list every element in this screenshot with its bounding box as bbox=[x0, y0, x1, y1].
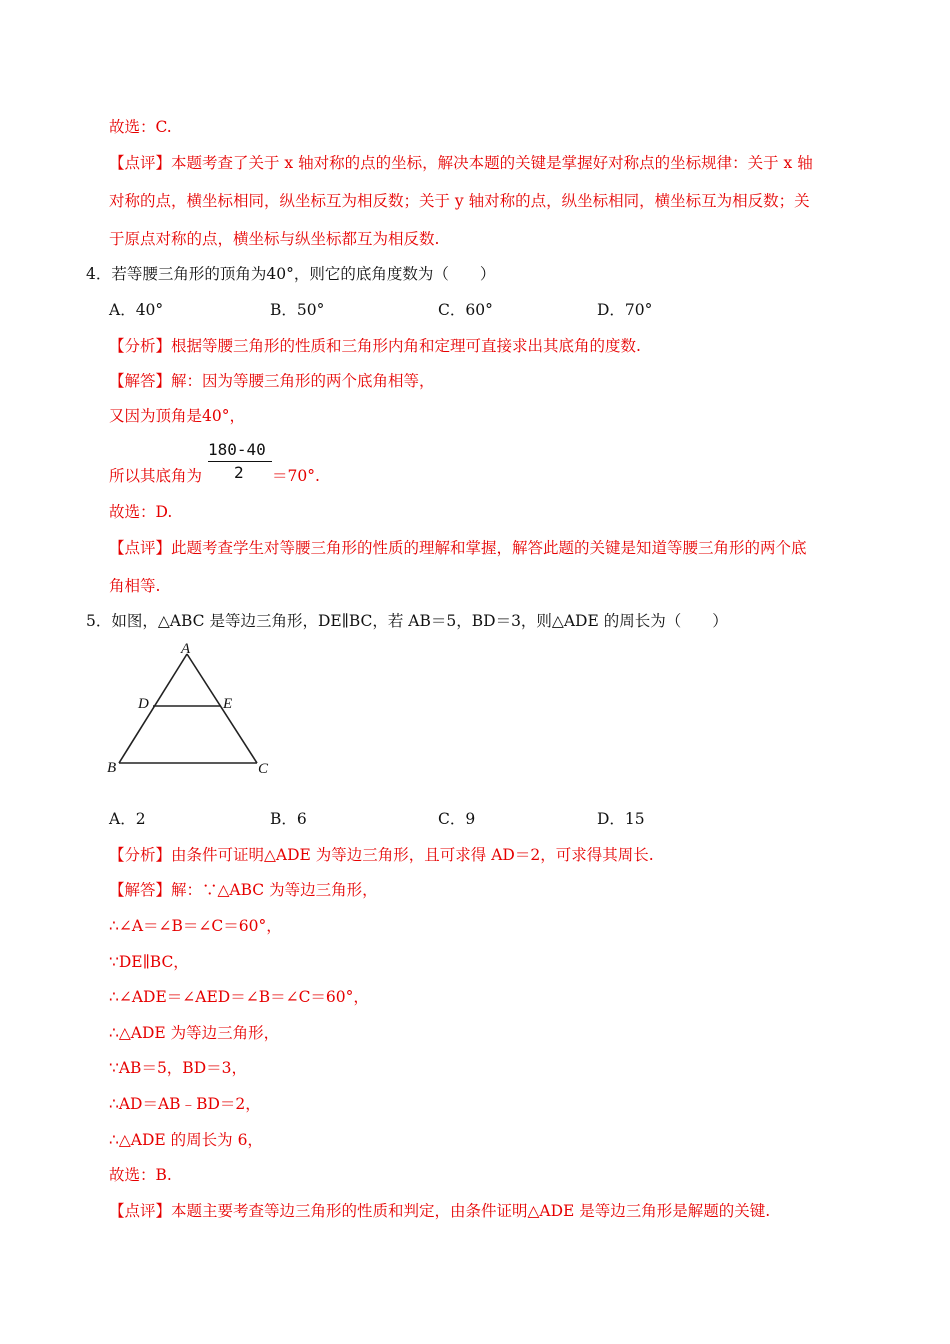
q5-option-c: C．9 bbox=[438, 810, 476, 828]
q5-solution-line-5: ∴△ADE 为等边三角形， bbox=[109, 1024, 280, 1042]
vertex-label-b: B bbox=[107, 760, 117, 776]
vertex-label-c: C bbox=[258, 761, 269, 777]
q4-choice: 故选：D. bbox=[109, 503, 173, 521]
q4-fraction bbox=[208, 440, 274, 486]
vertex-label-a: A bbox=[181, 641, 191, 657]
q5-solution-line-7: ∴AD＝AB﹣BD＝2， bbox=[109, 1095, 261, 1113]
q5-solution-line-8: ∴△ADE 的周长为 6， bbox=[109, 1131, 263, 1149]
q4-solution-line-1: 【解答】解：因为等腰三角形的两个底角相等， bbox=[109, 372, 435, 390]
q5-solution-line-6: ∵AB＝5，BD＝3， bbox=[109, 1059, 247, 1077]
q4-fraction-denominator: 2 bbox=[234, 463, 244, 482]
vertex-label-e: E bbox=[223, 696, 233, 712]
q3-comment-line-3: 于原点对称的点，横坐标与纵坐标都互为相反数. bbox=[109, 230, 440, 248]
q4-question: 4．若等腰三角形的顶角为40°，则它的底角度数为（ ） bbox=[86, 265, 496, 283]
q4-option-d: D．70° bbox=[597, 301, 653, 319]
q4-comment-line-1: 【点评】此题考查学生对等腰三角形的性质的理解和掌握，解答此题的关键是知道等腰三角形的两个底 bbox=[109, 539, 807, 557]
q5-comment: 【点评】本题主要考查等边三角形的性质和判定，由条件证明△ADE 是等边三角形是解题的关键. bbox=[109, 1202, 771, 1220]
q4-option-c: C．60° bbox=[438, 301, 493, 319]
q4-option-a: A．40° bbox=[109, 301, 164, 319]
triangle-figure bbox=[100, 636, 280, 781]
vertex-label-d: D bbox=[138, 696, 149, 712]
q5-solution-line-3: ∵DE∥BC， bbox=[109, 953, 189, 971]
q4-fraction-numerator: 180-40 bbox=[208, 440, 266, 459]
q4-analysis: 【分析】根据等腰三角形的性质和三角形内角和定理可直接求出其底角的度数. bbox=[109, 337, 641, 355]
q4-option-b: B．50° bbox=[270, 301, 325, 319]
q5-option-b: B．6 bbox=[270, 810, 307, 828]
q5-question: 5．如图，△ABC 是等边三角形，DE∥BC，若 AB＝5，BD＝3，则△ADE 的周长为（ ） bbox=[86, 612, 728, 630]
q5-choice: 故选：B. bbox=[109, 1166, 172, 1184]
q3-comment-line-2: 对称的点，横坐标相同，纵坐标互为相反数；关于 y 轴对称的点，纵坐标相同，横坐标互为相反数；关 bbox=[109, 192, 810, 210]
q4-fraction-prefix: 所以其底角为 bbox=[109, 467, 203, 485]
q3-comment-line-1: 【点评】本题考查了关于 x 轴对称的点的坐标，解决本题的关键是掌握好对称点的坐标规律：关于 x 轴 bbox=[109, 154, 813, 172]
q3-choice: 故选：C. bbox=[109, 118, 172, 136]
q5-analysis: 【分析】由条件可证明△ADE 为等边三角形，且可求得 AD＝2，可求得其周长. bbox=[109, 846, 654, 864]
q5-solution-line-2: ∴∠A＝∠B＝∠C＝60°， bbox=[109, 917, 282, 935]
q4-comment-line-2: 角相等. bbox=[109, 577, 161, 595]
q5-solution-line-4: ∴∠ADE＝∠AED＝∠B＝∠C＝60°， bbox=[109, 988, 369, 1006]
q4-solution-line-2: 又因为顶角是40°， bbox=[109, 407, 245, 425]
q5-solution-line-1: 【解答】解：∵△ABC 为等边三角形， bbox=[109, 881, 378, 899]
q5-option-d: D．15 bbox=[597, 810, 645, 828]
q5-option-a: A．2 bbox=[109, 810, 146, 828]
q4-fraction-result: ＝70°. bbox=[272, 467, 320, 485]
